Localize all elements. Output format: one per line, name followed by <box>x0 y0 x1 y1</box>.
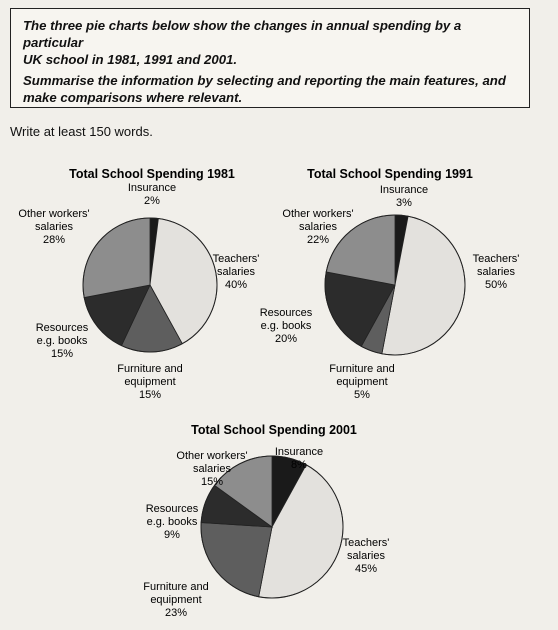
pie-slice-other-workers-salaries <box>83 218 150 298</box>
slice-label-furniture-equipment: Furniture and equipment 15% <box>117 363 183 401</box>
slice-label-resources: Resources e.g. books 9% <box>145 503 199 541</box>
slice-label-teachers-salaries: Teachers' salaries 40% <box>212 253 260 291</box>
slice-label-insurance: Insurance 8% <box>274 446 324 471</box>
task-line-4: make comparisons where relevant. <box>23 90 243 105</box>
pie-chart-1 <box>18 167 259 401</box>
chart-title: Total School Spending 1981 <box>69 167 235 181</box>
slice-label-furniture-equipment: Furniture and equipment 23% <box>143 581 209 619</box>
chart-title: Total School Spending 2001 <box>191 423 357 437</box>
slice-label-teachers-salaries: Teachers' salaries 45% <box>342 537 390 575</box>
slice-label-resources: Resources e.g. books 15% <box>35 322 89 360</box>
slice-label-other-workers-salaries: Other workers' salaries 28% <box>18 208 90 246</box>
slice-label-other-workers-salaries: Other workers' salaries 22% <box>282 208 354 246</box>
pie-chart-2 <box>260 167 520 401</box>
slice-label-other-workers-salaries: Other workers' salaries 15% <box>176 450 248 488</box>
task-line-1: The three pie charts below show the changes in annual spending by a particular <box>23 18 462 50</box>
task-line-2: UK school in 1981, 1991 and 2001. <box>23 52 238 67</box>
word-count-instruction: Write at least 150 words. <box>10 124 153 139</box>
pie-chart-3 <box>143 423 389 619</box>
slice-label-insurance: Insurance 2% <box>127 182 177 207</box>
chart-title: Total School Spending 1991 <box>307 167 473 181</box>
slice-label-furniture-equipment: Furniture and equipment 5% <box>329 363 395 401</box>
slice-label-teachers-salaries: Teachers' salaries 50% <box>472 253 520 291</box>
slice-label-resources: Resources e.g. books 20% <box>259 307 313 345</box>
slice-label-insurance: Insurance 3% <box>379 184 429 209</box>
task-line-3: Summarise the information by selecting and reporting the main features, and <box>23 73 506 88</box>
